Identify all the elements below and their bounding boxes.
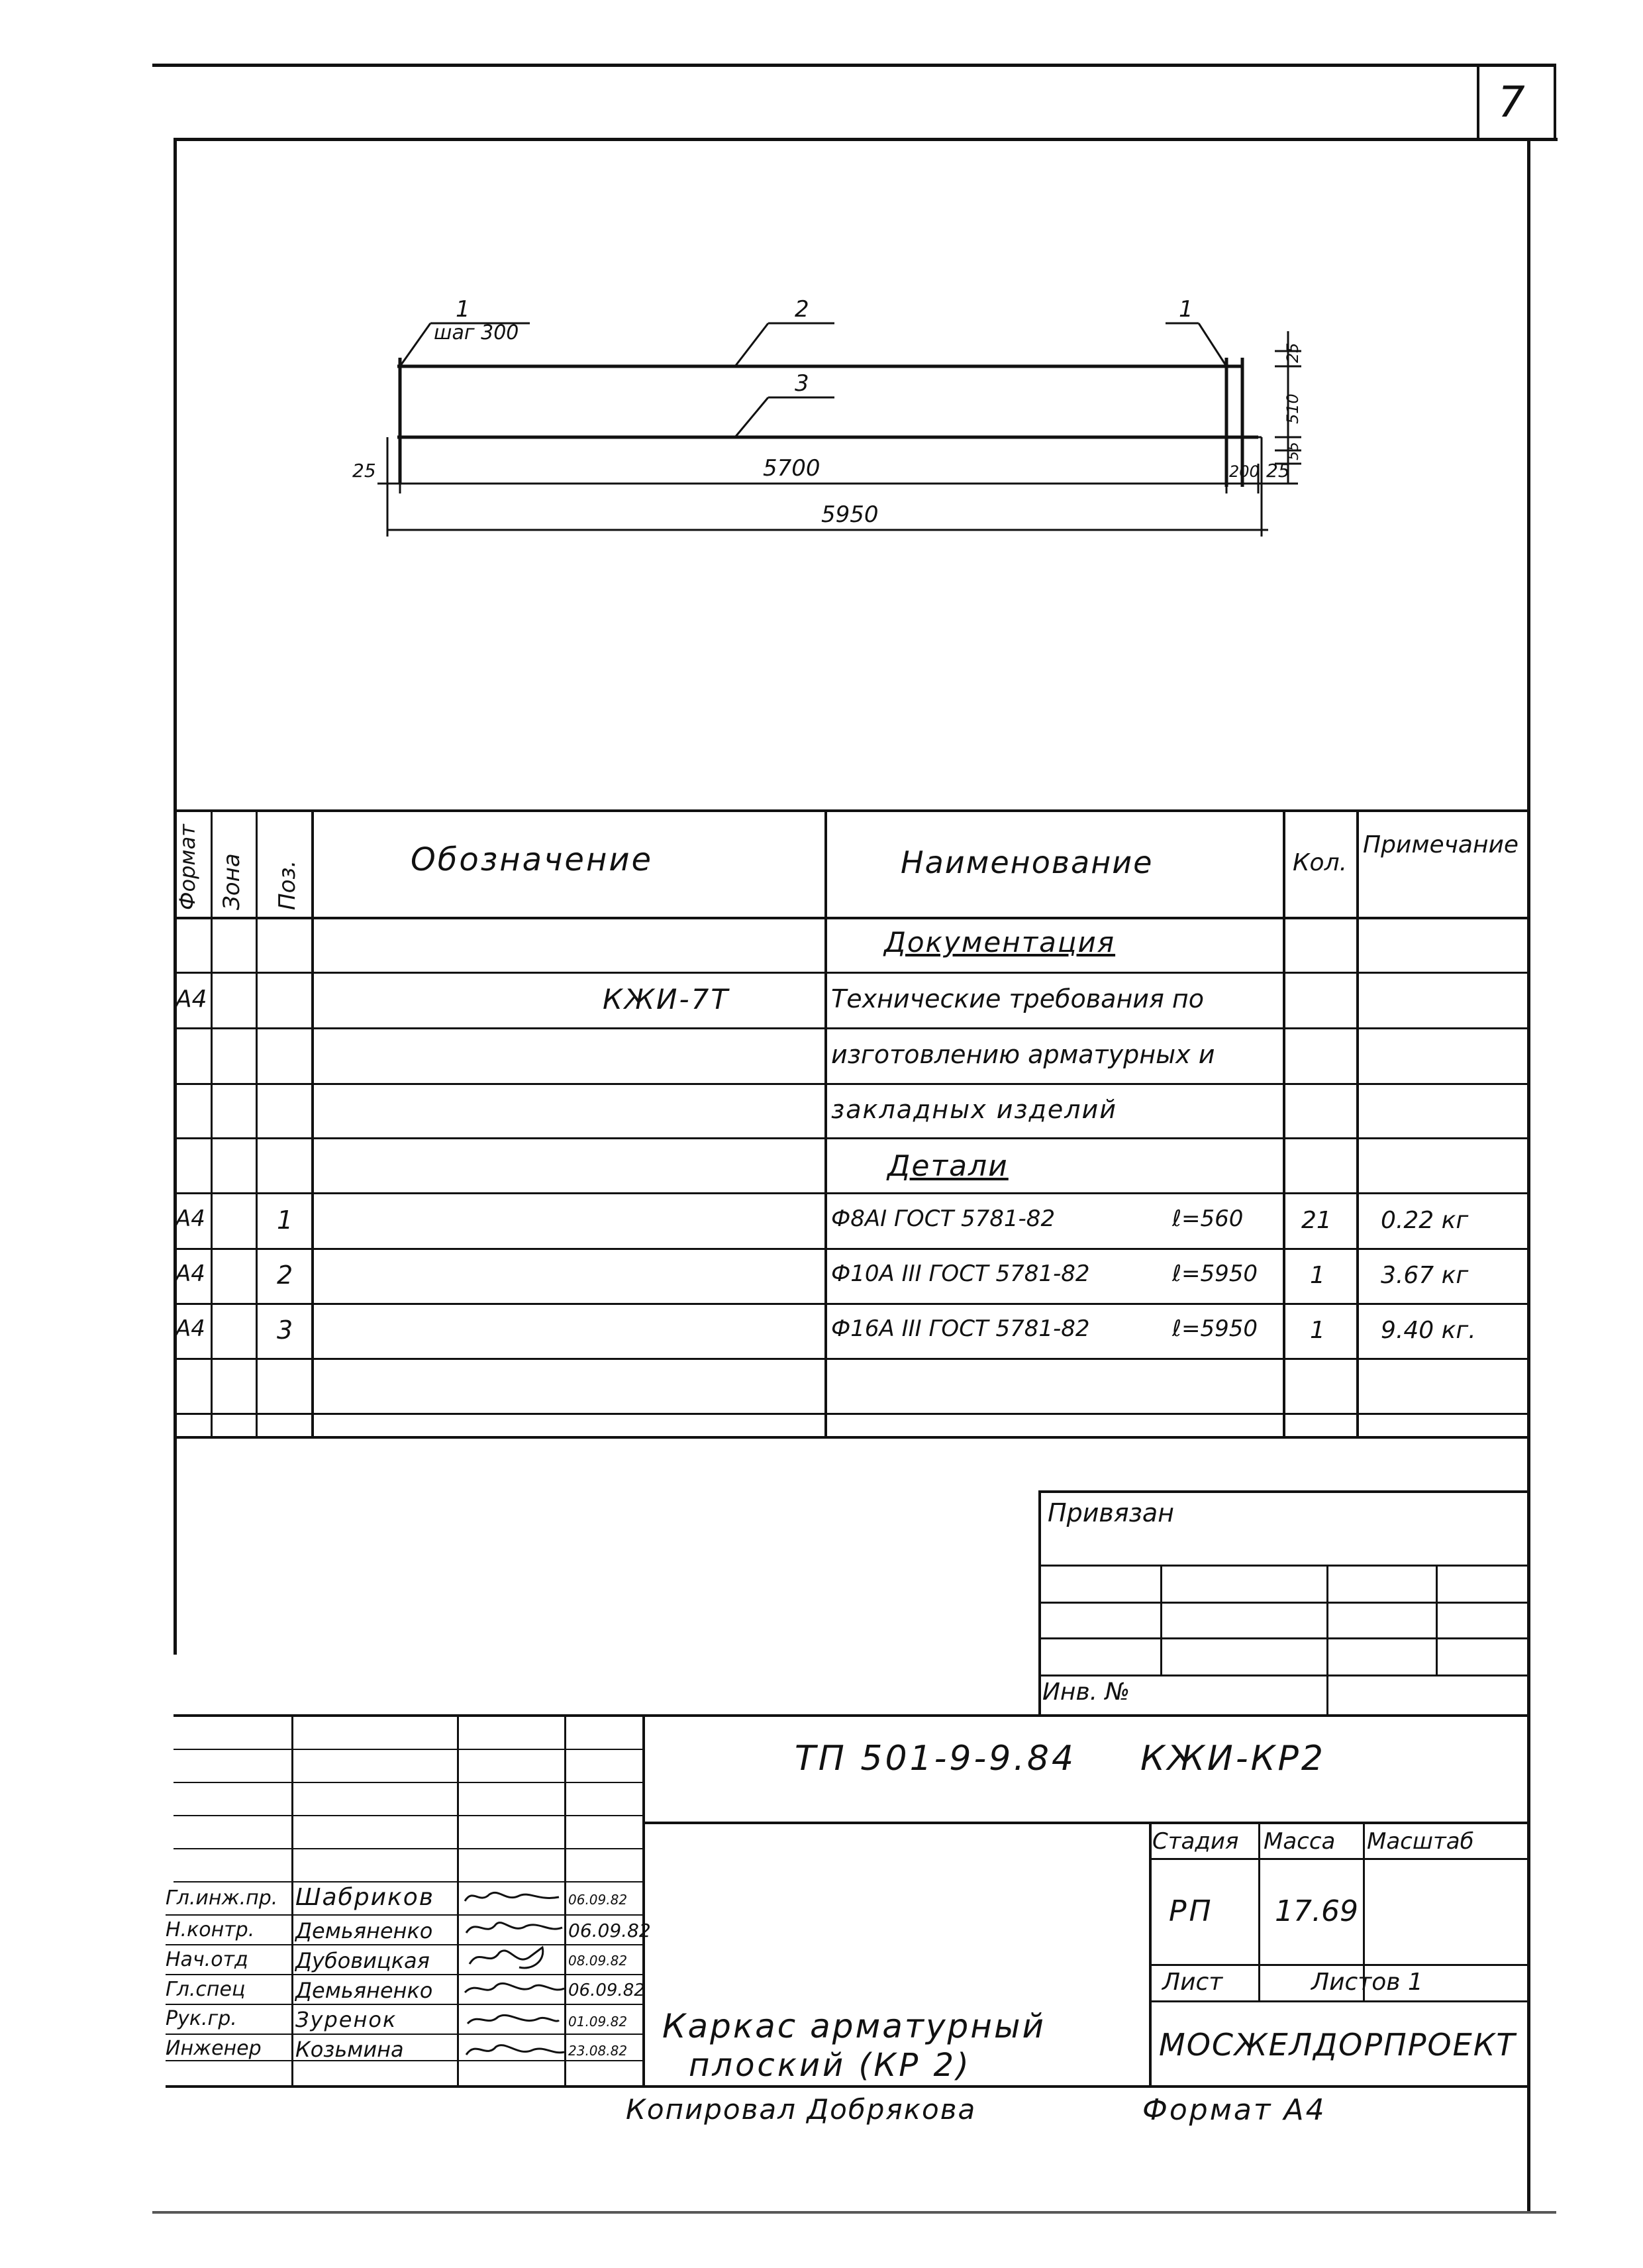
tb-v-role	[291, 1714, 293, 2087]
row5-qty: 1	[1310, 1262, 1325, 1289]
spec-v3	[311, 809, 314, 1437]
sheet-label: Лист	[1162, 1969, 1223, 1996]
row5-len: ℓ=5950	[1172, 1261, 1258, 1287]
row6-format: А4	[175, 1315, 205, 1342]
dim-left-25: 25	[352, 460, 376, 482]
spec-v1	[211, 809, 213, 1437]
row4-qty: 21	[1301, 1207, 1332, 1234]
callout-1a: 1	[456, 296, 470, 323]
bind-h1	[1038, 1565, 1527, 1567]
row5-name: Ф10А III ГОСТ 5781-82	[831, 1261, 1090, 1287]
spec-h3	[174, 1027, 1527, 1029]
dim-55: 55	[1285, 442, 1302, 460]
signature-1	[465, 1892, 559, 1901]
tb-v-date	[642, 1714, 645, 2087]
title-line2: плоский (КР 2)	[689, 2047, 971, 2084]
leader-3	[735, 397, 768, 437]
signature-3	[470, 1947, 543, 1968]
section-docs: Документация	[884, 926, 1116, 958]
spec-h7	[174, 1248, 1527, 1250]
signer-role: Нач.отд	[166, 1948, 248, 1971]
hdr-qty: Кол.	[1293, 849, 1348, 876]
bind-h3	[1038, 1637, 1527, 1639]
tb-bottom	[166, 2085, 1530, 2088]
tb-top	[174, 1714, 1527, 1717]
row1-format: А4	[175, 986, 207, 1013]
callout-1b: 1	[1179, 296, 1193, 323]
signer-date: 06.09.82	[568, 1920, 651, 1941]
signature-4	[465, 1983, 564, 1992]
signer-name: Козьмина	[295, 2037, 404, 2062]
spec-h8	[174, 1303, 1527, 1305]
tb-lh10	[166, 2034, 644, 2035]
tb-lh4	[174, 1848, 644, 1849]
dim-5950: 5950	[821, 501, 879, 528]
row6-len: ℓ=5950	[1172, 1315, 1258, 1342]
callout-3: 3	[795, 370, 809, 397]
hdr-note: Примечание	[1363, 831, 1519, 858]
tb-lh9	[166, 2004, 644, 2005]
org-name: МОСЖЕЛДОРПРОЕКТ	[1159, 2027, 1517, 2063]
spec-h5	[174, 1137, 1527, 1139]
hdr-designation: Обозначение	[411, 841, 654, 878]
binding-title: Привязан	[1048, 1498, 1174, 1527]
signature-5	[468, 2015, 559, 2024]
bind-h4	[1038, 1675, 1527, 1676]
signature-2	[466, 1923, 562, 1933]
row6-name: Ф16А III ГОСТ 5781-82	[831, 1315, 1090, 1342]
signer-date: 06.09.82	[568, 1981, 645, 2000]
tb-lh2	[174, 1782, 644, 1783]
row2-name: изготовлению арматурных и	[831, 1040, 1215, 1069]
spec-h6	[174, 1192, 1527, 1194]
doc-code: ТП 501-9-9.84	[795, 1739, 1077, 1778]
bottom-border	[152, 2211, 1556, 2214]
tb-v-name	[457, 1714, 459, 2087]
row4-len: ℓ=560	[1172, 1206, 1244, 1232]
format-label: Формат А4	[1142, 2093, 1326, 2127]
row5-note: 3.67 кг	[1381, 1262, 1469, 1289]
leader-2	[735, 323, 768, 366]
spec-v4	[824, 809, 827, 1437]
tb-lh5	[174, 1881, 644, 1882]
bind-h2	[1038, 1602, 1527, 1604]
callout-2: 2	[795, 296, 809, 323]
signer-date: 08.09.82	[568, 1953, 628, 1969]
dim-200: 200	[1229, 462, 1260, 481]
spec-h4	[174, 1083, 1527, 1085]
signatures	[460, 1881, 566, 2087]
doc-mark: КЖИ-КР2	[1140, 1739, 1326, 1778]
signer-name: Демьяненко	[295, 1918, 433, 1943]
mass-label: Масса	[1264, 1828, 1336, 1855]
row4-format: А4	[175, 1206, 205, 1232]
row3-name: закладных изделий	[831, 1095, 1117, 1124]
spec-h9	[174, 1358, 1527, 1360]
tb-lh8	[166, 1974, 644, 1975]
hdr-pos: Поз.	[274, 860, 301, 910]
inv-label: Инв. №	[1042, 1678, 1130, 1706]
stage-value: РП	[1169, 1894, 1214, 1928]
step-label: шаг 300	[434, 321, 519, 344]
dim-510: 510	[1283, 393, 1302, 424]
signer-name: Шабриков	[295, 1884, 434, 1911]
copied-by: Копировал Добрякова	[626, 2093, 977, 2126]
spec-v5	[1283, 809, 1285, 1437]
signer-name: Зуренок	[295, 2007, 397, 2032]
row6-qty: 1	[1310, 1317, 1325, 1344]
scale-label: Масштаб	[1367, 1828, 1474, 1855]
title-line1: Каркас арматурный	[662, 2007, 1046, 2045]
spec-h0	[174, 809, 1527, 812]
row6-note: 9.40 кг.	[1381, 1317, 1476, 1344]
dim-right-25: 25	[1266, 460, 1290, 482]
tb-lh1	[174, 1749, 644, 1750]
hdr-format: Формат	[175, 824, 200, 910]
signer-name: Дубовицкая	[295, 1948, 430, 1973]
tb-lh7	[166, 1944, 644, 1945]
tb-rh1	[1149, 1858, 1527, 1860]
hdr-name: Наименование	[901, 845, 1154, 880]
bind-v3	[1436, 1565, 1438, 1675]
dim-top-25: 25	[1283, 342, 1302, 363]
tb-v-info	[1149, 1822, 1152, 2087]
tb-rh3	[1149, 2000, 1527, 2002]
dim-5700: 5700	[763, 455, 821, 482]
tb-lh6	[166, 1914, 644, 1916]
row1-name: Технические требования по	[831, 984, 1205, 1013]
tb-lh11	[166, 2060, 644, 2061]
row6-pos: 3	[277, 1315, 293, 1345]
spec-h11	[174, 1436, 1527, 1439]
leader-1a	[400, 323, 430, 366]
tb-v-mass	[1258, 1822, 1260, 2000]
tb-lh3	[174, 1815, 644, 1816]
mass-value: 17.69	[1275, 1894, 1358, 1928]
spec-h1	[174, 917, 1527, 919]
hdr-zone: Зона	[219, 853, 245, 910]
row5-pos: 2	[277, 1261, 293, 1290]
signer-role: Инженер	[166, 2037, 262, 2060]
row4-pos: 1	[277, 1206, 293, 1235]
frame-drawing	[0, 0, 1643, 596]
tb-rh2	[1149, 1964, 1527, 1966]
row4-name: Ф8АI ГОСТ 5781-82	[831, 1206, 1056, 1232]
bind-v1	[1160, 1565, 1162, 1675]
signature-6	[466, 2045, 564, 2055]
signer-date: 01.09.82	[568, 2014, 628, 2030]
bind-v2	[1326, 1565, 1328, 1716]
spec-v6	[1356, 809, 1359, 1437]
spec-v2	[256, 809, 258, 1437]
signer-date: 06.09.82	[568, 1892, 628, 1908]
signer-role: Гл.спец	[166, 1978, 246, 2001]
signer-role: Гл.инж.пр.	[166, 1886, 278, 1910]
row1-designation: КЖИ-7Т	[603, 983, 730, 1015]
row4-note: 0.22 кг	[1381, 1207, 1469, 1234]
section-details: Детали	[887, 1149, 1009, 1183]
signer-name: Демьяненко	[295, 1978, 433, 2003]
leader-1b	[1199, 323, 1226, 366]
signer-role: Н.контр.	[166, 1918, 255, 1941]
row5-format: А4	[175, 1261, 205, 1287]
signer-role: Рук.гр.	[166, 2007, 237, 2030]
signer-date: 23.08.82	[568, 2043, 628, 2059]
tb-code-bottom	[644, 1822, 1527, 1824]
spec-h2	[174, 972, 1527, 974]
bind-top	[1038, 1490, 1527, 1493]
page-number: 7	[1498, 78, 1525, 127]
sheets-label: Листов 1	[1311, 1969, 1423, 1996]
stage-label: Стадия	[1152, 1828, 1239, 1855]
spec-h10	[174, 1413, 1527, 1415]
